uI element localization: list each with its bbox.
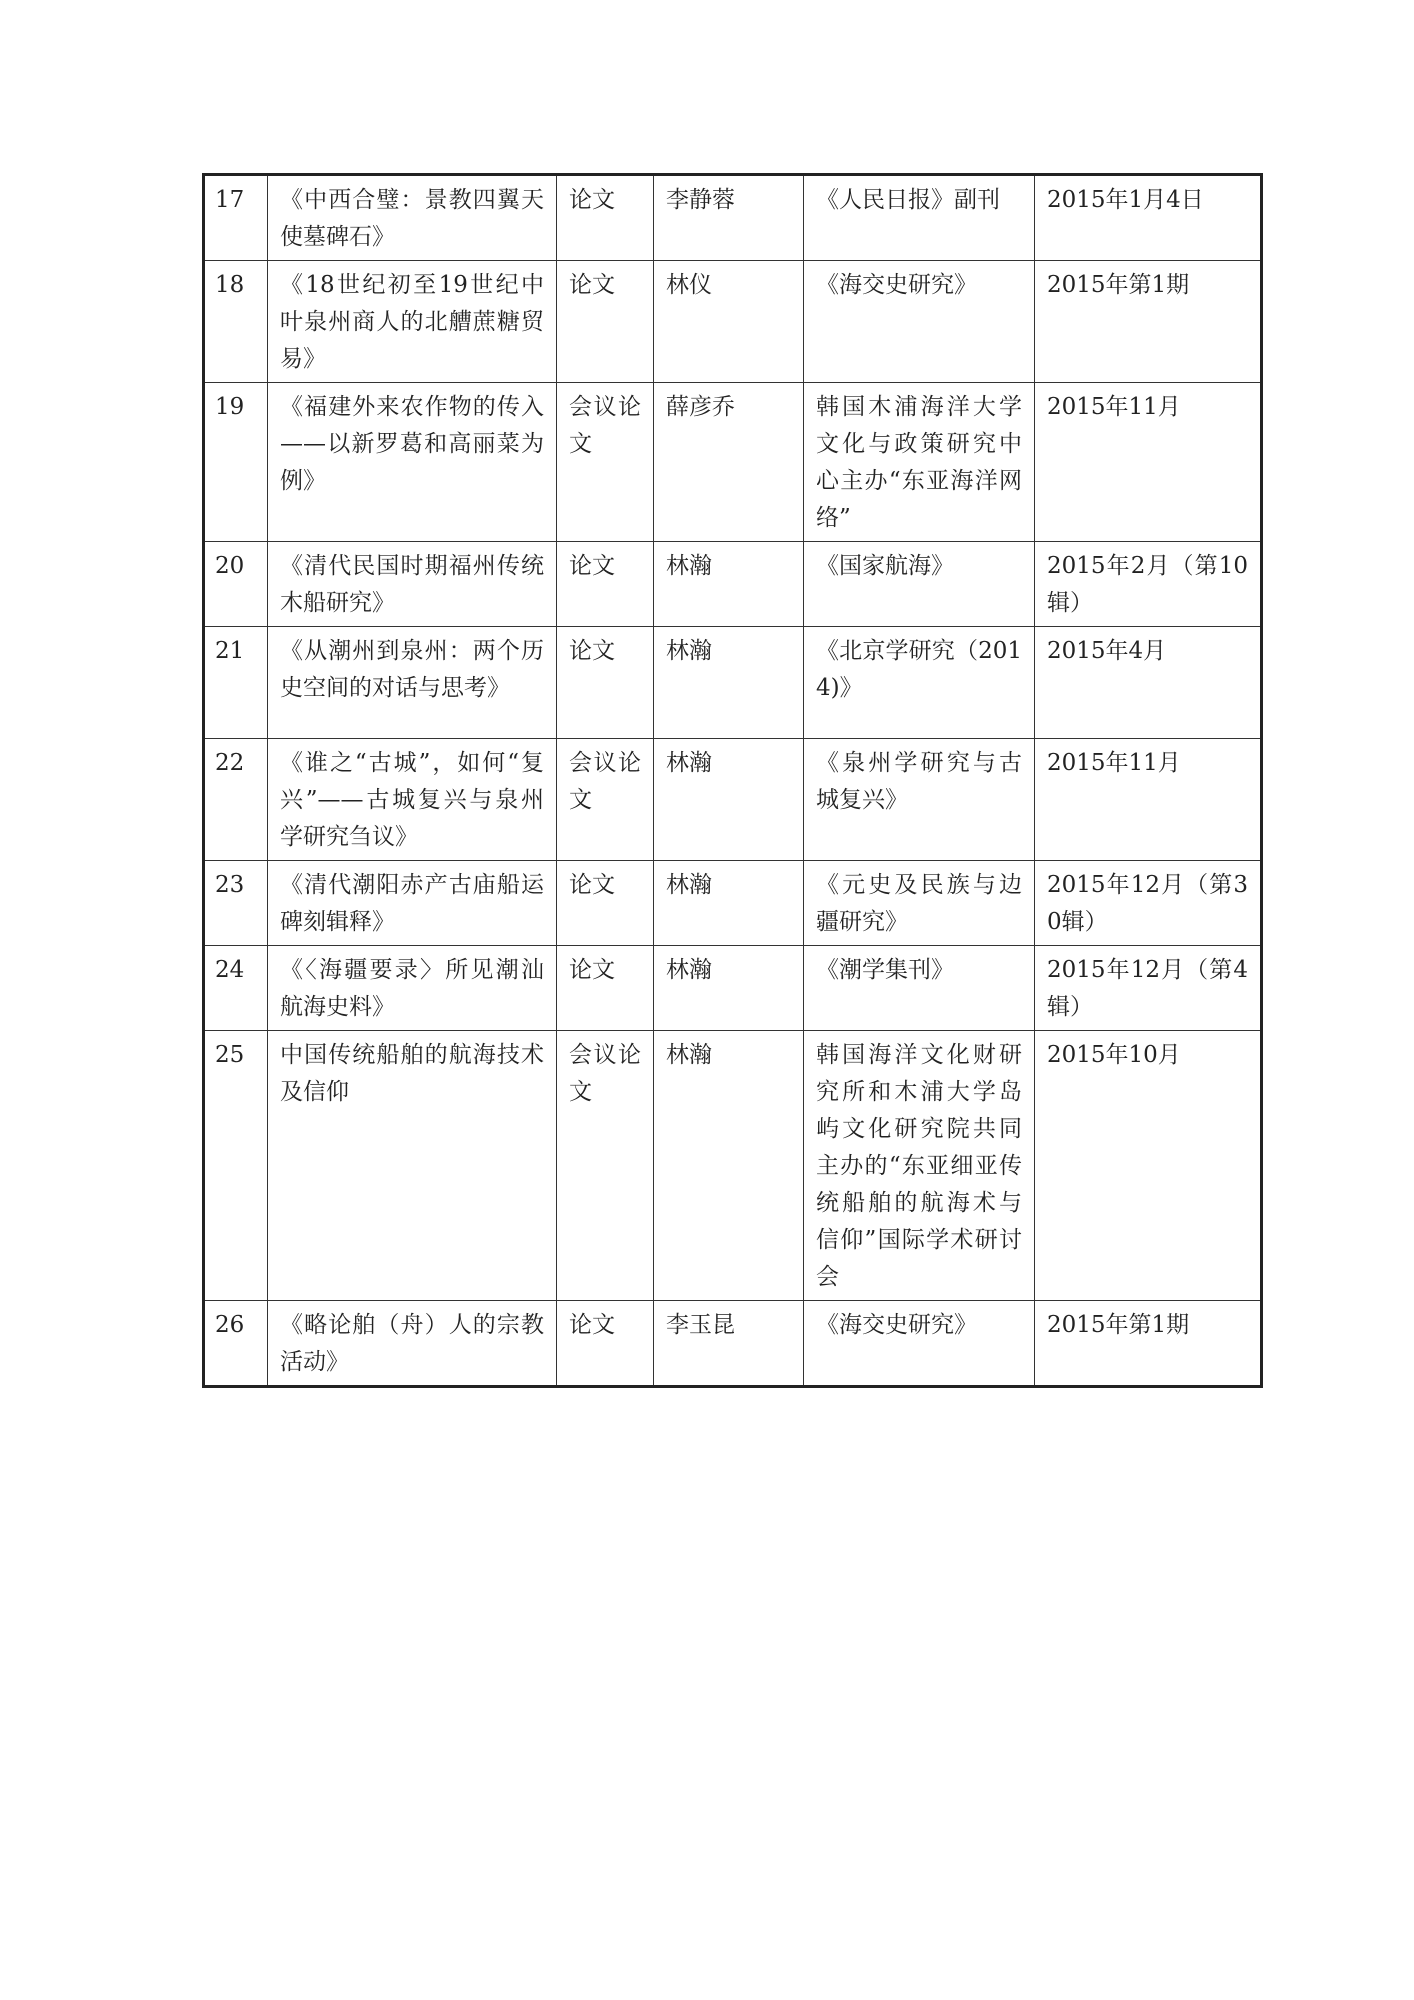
row-number: 26 [204,1301,268,1387]
table-row [204,542,1262,627]
publication-title: 《〈海疆要录〉所见潮汕航海史料》 [268,946,557,1031]
publication-date: 2015年11月 [1035,739,1262,861]
publication-type: 论文 [557,861,654,946]
publication-type: 论文 [557,261,654,383]
table-row [204,946,1262,1031]
publication-type: 会议论文 [557,383,654,542]
publication-title: 《从潮州到泉州：两个历史空间的对话与思考》 [268,627,557,739]
publication-venue: 《元史及民族与边疆研究》 [804,861,1035,946]
table-row [204,175,1262,261]
publication-title: 中国传统船舶的航海技术及信仰 [268,1031,557,1301]
row-number: 21 [204,627,268,739]
table-row [204,861,1262,946]
row-number: 19 [204,383,268,542]
author: 薛彦乔 [654,383,804,542]
row-number: 18 [204,261,268,383]
publication-date: 2015年10月 [1035,1031,1262,1301]
publication-date: 2015年12月（第4辑） [1035,946,1262,1031]
publication-venue: 韩国海洋文化财研究所和木浦大学岛屿文化研究院共同主办的“东亚细亚传统船舶的航海术与信仰”国际学术研讨会 [804,1031,1035,1301]
table-row [204,1301,1262,1387]
publication-date: 2015年2月（第10辑） [1035,542,1262,627]
row-number: 24 [204,946,268,1031]
table-row [204,1031,1262,1301]
publication-date: 2015年1月4日 [1035,175,1262,261]
publication-title: 《中西合璧：景教四翼天使墓碑石》 [268,175,557,261]
publication-date: 2015年12月（第30辑） [1035,861,1262,946]
row-number: 20 [204,542,268,627]
author: 林瀚 [654,946,804,1031]
publication-type: 会议论文 [557,739,654,861]
table-row [204,627,1262,739]
publication-venue: 韩国木浦海洋大学文化与政策研究中心主办“东亚海洋网络” [804,383,1035,542]
publication-title: 《谁之“古城”，如何“复兴”——古城复兴与泉州学研究刍议》 [268,739,557,861]
publication-date: 2015年4月 [1035,627,1262,739]
row-number: 23 [204,861,268,946]
publication-venue: 《人民日报》副刊 [804,175,1035,261]
publication-venue: 《泉州学研究与古城复兴》 [804,739,1035,861]
publication-title: 《清代潮阳赤产古庙船运碑刻辑释》 [268,861,557,946]
author: 李静蓉 [654,175,804,261]
row-number: 25 [204,1031,268,1301]
author: 林瀚 [654,627,804,739]
row-number: 22 [204,739,268,861]
publication-type: 论文 [557,627,654,739]
publication-date: 2015年第1期 [1035,261,1262,383]
row-number: 17 [204,175,268,261]
table-row [204,739,1262,861]
author: 林仪 [654,261,804,383]
author: 林瀚 [654,861,804,946]
author: 李玉昆 [654,1301,804,1387]
table-row [204,261,1262,383]
author: 林瀚 [654,739,804,861]
table-row [204,383,1262,542]
publication-venue: 《北京学研究（2014)》 [804,627,1035,739]
publication-title: 《清代民国时期福州传统木船研究》 [268,542,557,627]
publication-venue: 《国家航海》 [804,542,1035,627]
publication-title: 《略论舶（舟）人的宗教活动》 [268,1301,557,1387]
author: 林瀚 [654,1031,804,1301]
author: 林瀚 [654,542,804,627]
publication-title: 《18世纪初至19世纪中叶泉州商人的北艚蔗糖贸易》 [268,261,557,383]
publication-type: 论文 [557,1301,654,1387]
publication-date: 2015年第1期 [1035,1301,1262,1387]
publications-table [202,173,1263,1388]
publication-venue: 《海交史研究》 [804,1301,1035,1387]
publication-type: 会议论文 [557,1031,654,1301]
publication-type: 论文 [557,175,654,261]
publication-type: 论文 [557,542,654,627]
publication-date: 2015年11月 [1035,383,1262,542]
publication-title: 《福建外来农作物的传入——以新罗葛和高丽菜为例》 [268,383,557,542]
publication-venue: 《海交史研究》 [804,261,1035,383]
publication-type: 论文 [557,946,654,1031]
publication-venue: 《潮学集刊》 [804,946,1035,1031]
